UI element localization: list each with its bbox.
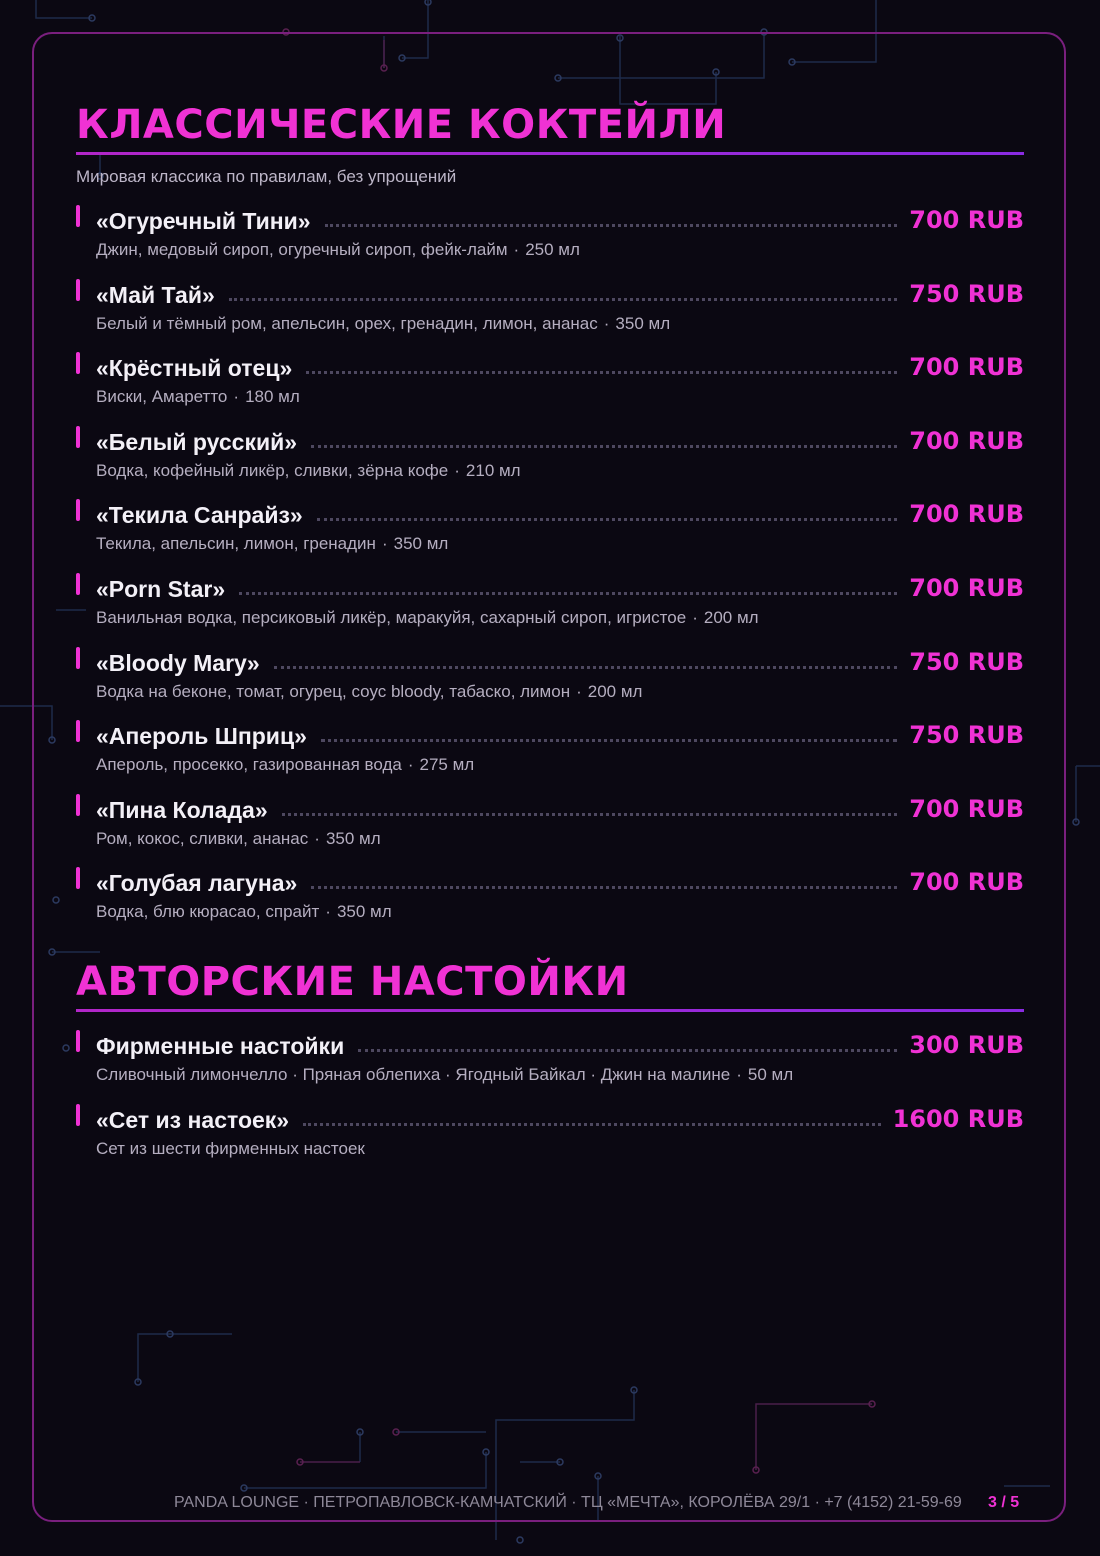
- item-name: «Крёстный отец»: [96, 355, 293, 382]
- item-description: [96, 386, 1024, 408]
- item-description: [96, 828, 1024, 850]
- item-price: 700 RUB: [909, 426, 1024, 455]
- item-row: [96, 1098, 1024, 1134]
- dot-leader: [311, 886, 897, 889]
- separator-dot: ·: [314, 828, 320, 848]
- item-description: [96, 681, 1024, 703]
- separator-dot: ·: [381, 534, 388, 554]
- item-row: [96, 420, 1024, 456]
- menu-item: [76, 493, 1024, 567]
- item-row: [96, 199, 1024, 235]
- item-price: 700 RUB: [909, 206, 1024, 234]
- item-marker: [76, 1030, 80, 1052]
- item-ingredients: Водка, блю кюрасао, спрайт: [96, 902, 320, 922]
- menu-item: [76, 641, 1024, 715]
- item-marker: [76, 573, 80, 595]
- item-marker: [76, 499, 80, 521]
- section-title: АВТОРСКИЕ НАСТОЙКИ: [76, 958, 629, 1005]
- infusion-list: [76, 1024, 1024, 1171]
- item-marker: [76, 794, 80, 816]
- item-volume: 200 мл: [703, 607, 759, 627]
- item-price: 700 RUB: [909, 868, 1024, 897]
- dot-leader: [311, 445, 897, 448]
- separator-dot: ·: [513, 240, 520, 259]
- item-description: [96, 754, 1024, 776]
- item-marker: [76, 720, 80, 742]
- item-row: [96, 567, 1024, 603]
- menu-item: [76, 788, 1024, 862]
- item-ingredients: Белый и тёмный ром, апельсин, орех, гренадин, лимон, ананас: [96, 313, 598, 333]
- item-name: «Пина Колада»: [96, 796, 268, 823]
- separator-dot: ·: [603, 313, 610, 333]
- item-marker: [76, 205, 80, 227]
- item-name: «Porn Star»: [96, 575, 226, 602]
- item-description: [96, 607, 1024, 629]
- item-volume: 250 мл: [525, 240, 580, 259]
- item-row: [96, 641, 1024, 677]
- dot-leader: [303, 1123, 880, 1126]
- dot-leader: [239, 592, 897, 595]
- dot-leader: [321, 739, 897, 742]
- item-marker: [76, 352, 80, 374]
- menu-content: [76, 100, 1024, 1171]
- page-number: 3 / 5: [988, 1494, 1020, 1511]
- section-subtitle: Мировая классика по правилам, без упрощений: [76, 167, 457, 186]
- item-description: [96, 1138, 1024, 1160]
- separator-dot: ·: [454, 460, 460, 480]
- item-ingredients: Виски, Амаретто: [96, 387, 228, 407]
- separator-dot: ·: [233, 387, 240, 407]
- item-marker: [76, 1104, 80, 1126]
- item-price: 700 RUB: [909, 500, 1024, 529]
- item-row: [96, 346, 1024, 382]
- item-price: 300 RUB: [909, 1030, 1024, 1059]
- item-price: 700 RUB: [909, 353, 1024, 382]
- dot-leader: [282, 813, 898, 816]
- item-name: «Голубая лагуна»: [96, 870, 298, 897]
- item-ingredients: Сливочный лимончелло · Пряная облепиха · Ягодный Байкал · Джин на малине: [96, 1064, 731, 1084]
- dot-leader: [306, 371, 897, 374]
- item-ingredients: Апероль, просекко, газированная вода: [96, 755, 402, 775]
- item-price: 750 RUB: [909, 647, 1024, 676]
- item-marker: [76, 647, 80, 669]
- item-marker: [76, 279, 80, 301]
- item-ingredients: Ром, кокос, сливки, ананас: [96, 828, 309, 848]
- item-name: «Май Тай»: [96, 281, 215, 308]
- item-ingredients: Джин, медовый сироп, огуречный сироп, фейк-лайм: [96, 240, 508, 259]
- menu-item: [76, 567, 1024, 641]
- item-row: [96, 493, 1024, 529]
- item-row: [96, 1024, 1024, 1060]
- menu-item: [76, 273, 1024, 347]
- separator-dot: ·: [576, 681, 582, 701]
- item-volume: 180 мл: [245, 387, 300, 407]
- item-row: [96, 861, 1024, 897]
- item-name: Фирменные настойки: [96, 1032, 345, 1059]
- item-row: [96, 788, 1024, 824]
- section-divider: [76, 152, 1024, 155]
- dot-leader: [274, 666, 898, 669]
- footer-contact-info: PANDA LOUNGE · ПЕТРОПАВЛОВСК-КАМЧАТСКИЙ · ТЦ «МЕЧТА», КОРОЛЁВА 29/1 · +7 (4152) 21-59-69: [174, 1494, 962, 1511]
- item-volume: 350 мл: [393, 534, 449, 554]
- dot-leader: [358, 1049, 897, 1052]
- item-ingredients: Сет из шести фирменных настоек: [96, 1138, 365, 1158]
- dot-leader: [317, 518, 898, 521]
- item-name: «Огуречный Тини»: [96, 208, 311, 234]
- menu-item: [76, 346, 1024, 420]
- separator-dot: ·: [325, 902, 331, 922]
- item-marker: [76, 867, 80, 889]
- dot-leader: [325, 224, 898, 227]
- menu-item: [76, 714, 1024, 788]
- item-description: [96, 1064, 1024, 1086]
- separator-dot: ·: [407, 755, 414, 775]
- item-description: [96, 901, 1024, 923]
- dot-leader: [229, 298, 898, 301]
- item-volume: 350 мл: [336, 902, 392, 922]
- separator-dot: ·: [692, 607, 698, 627]
- item-ingredients: Ванильная водка, персиковый ликёр, маракуйя, сахарный сироп, игристое: [96, 607, 687, 627]
- menu-item: [76, 1098, 1024, 1172]
- item-price: 750 RUB: [909, 279, 1024, 308]
- section-classic-cocktails: [76, 100, 1024, 935]
- menu-item: [76, 420, 1024, 494]
- item-ingredients: Водка, кофейный ликёр, сливки, зёрна кофе: [96, 460, 449, 480]
- item-row: [96, 714, 1024, 750]
- item-volume: 350 мл: [325, 828, 381, 848]
- menu-item: [76, 861, 1024, 935]
- item-row: [96, 273, 1024, 309]
- item-price: 1600 RUB: [892, 1104, 1024, 1133]
- item-ingredients: Водка на беконе, томат, огурец, соус bloody, табаско, лимон: [96, 681, 571, 701]
- item-volume: 50 мл: [747, 1064, 794, 1084]
- item-volume: 210 мл: [465, 460, 521, 480]
- item-volume: 350 мл: [615, 313, 671, 333]
- item-name: «Белый русский»: [96, 428, 298, 455]
- item-description: [96, 239, 1024, 261]
- item-description: [96, 313, 1024, 335]
- item-volume: 200 мл: [587, 681, 643, 701]
- item-name: «Текила Санрайз»: [96, 502, 303, 529]
- item-price: 700 RUB: [909, 794, 1024, 823]
- item-description: [96, 460, 1024, 482]
- menu-item: [76, 199, 1024, 273]
- separator-dot: ·: [736, 1064, 742, 1084]
- section-title: КЛАССИЧЕСКИЕ КОКТЕЙЛИ: [76, 102, 727, 148]
- item-ingredients: Текила, апельсин, лимон, гренадин: [96, 534, 376, 554]
- menu-item: [76, 1024, 1024, 1098]
- section-divider: [76, 1009, 1024, 1012]
- item-description: [96, 533, 1024, 555]
- item-price: 750 RUB: [909, 721, 1024, 750]
- cocktail-list: [76, 199, 1024, 935]
- item-price: 700 RUB: [909, 573, 1024, 602]
- section-signature-infusions: [76, 957, 1024, 1171]
- item-name: «Апероль Шприц»: [96, 723, 307, 750]
- item-marker: [76, 426, 80, 448]
- item-name: «Сет из настоек»: [96, 1106, 290, 1133]
- item-name: «Bloody Mary»: [96, 649, 260, 676]
- item-volume: 275 мл: [419, 755, 475, 775]
